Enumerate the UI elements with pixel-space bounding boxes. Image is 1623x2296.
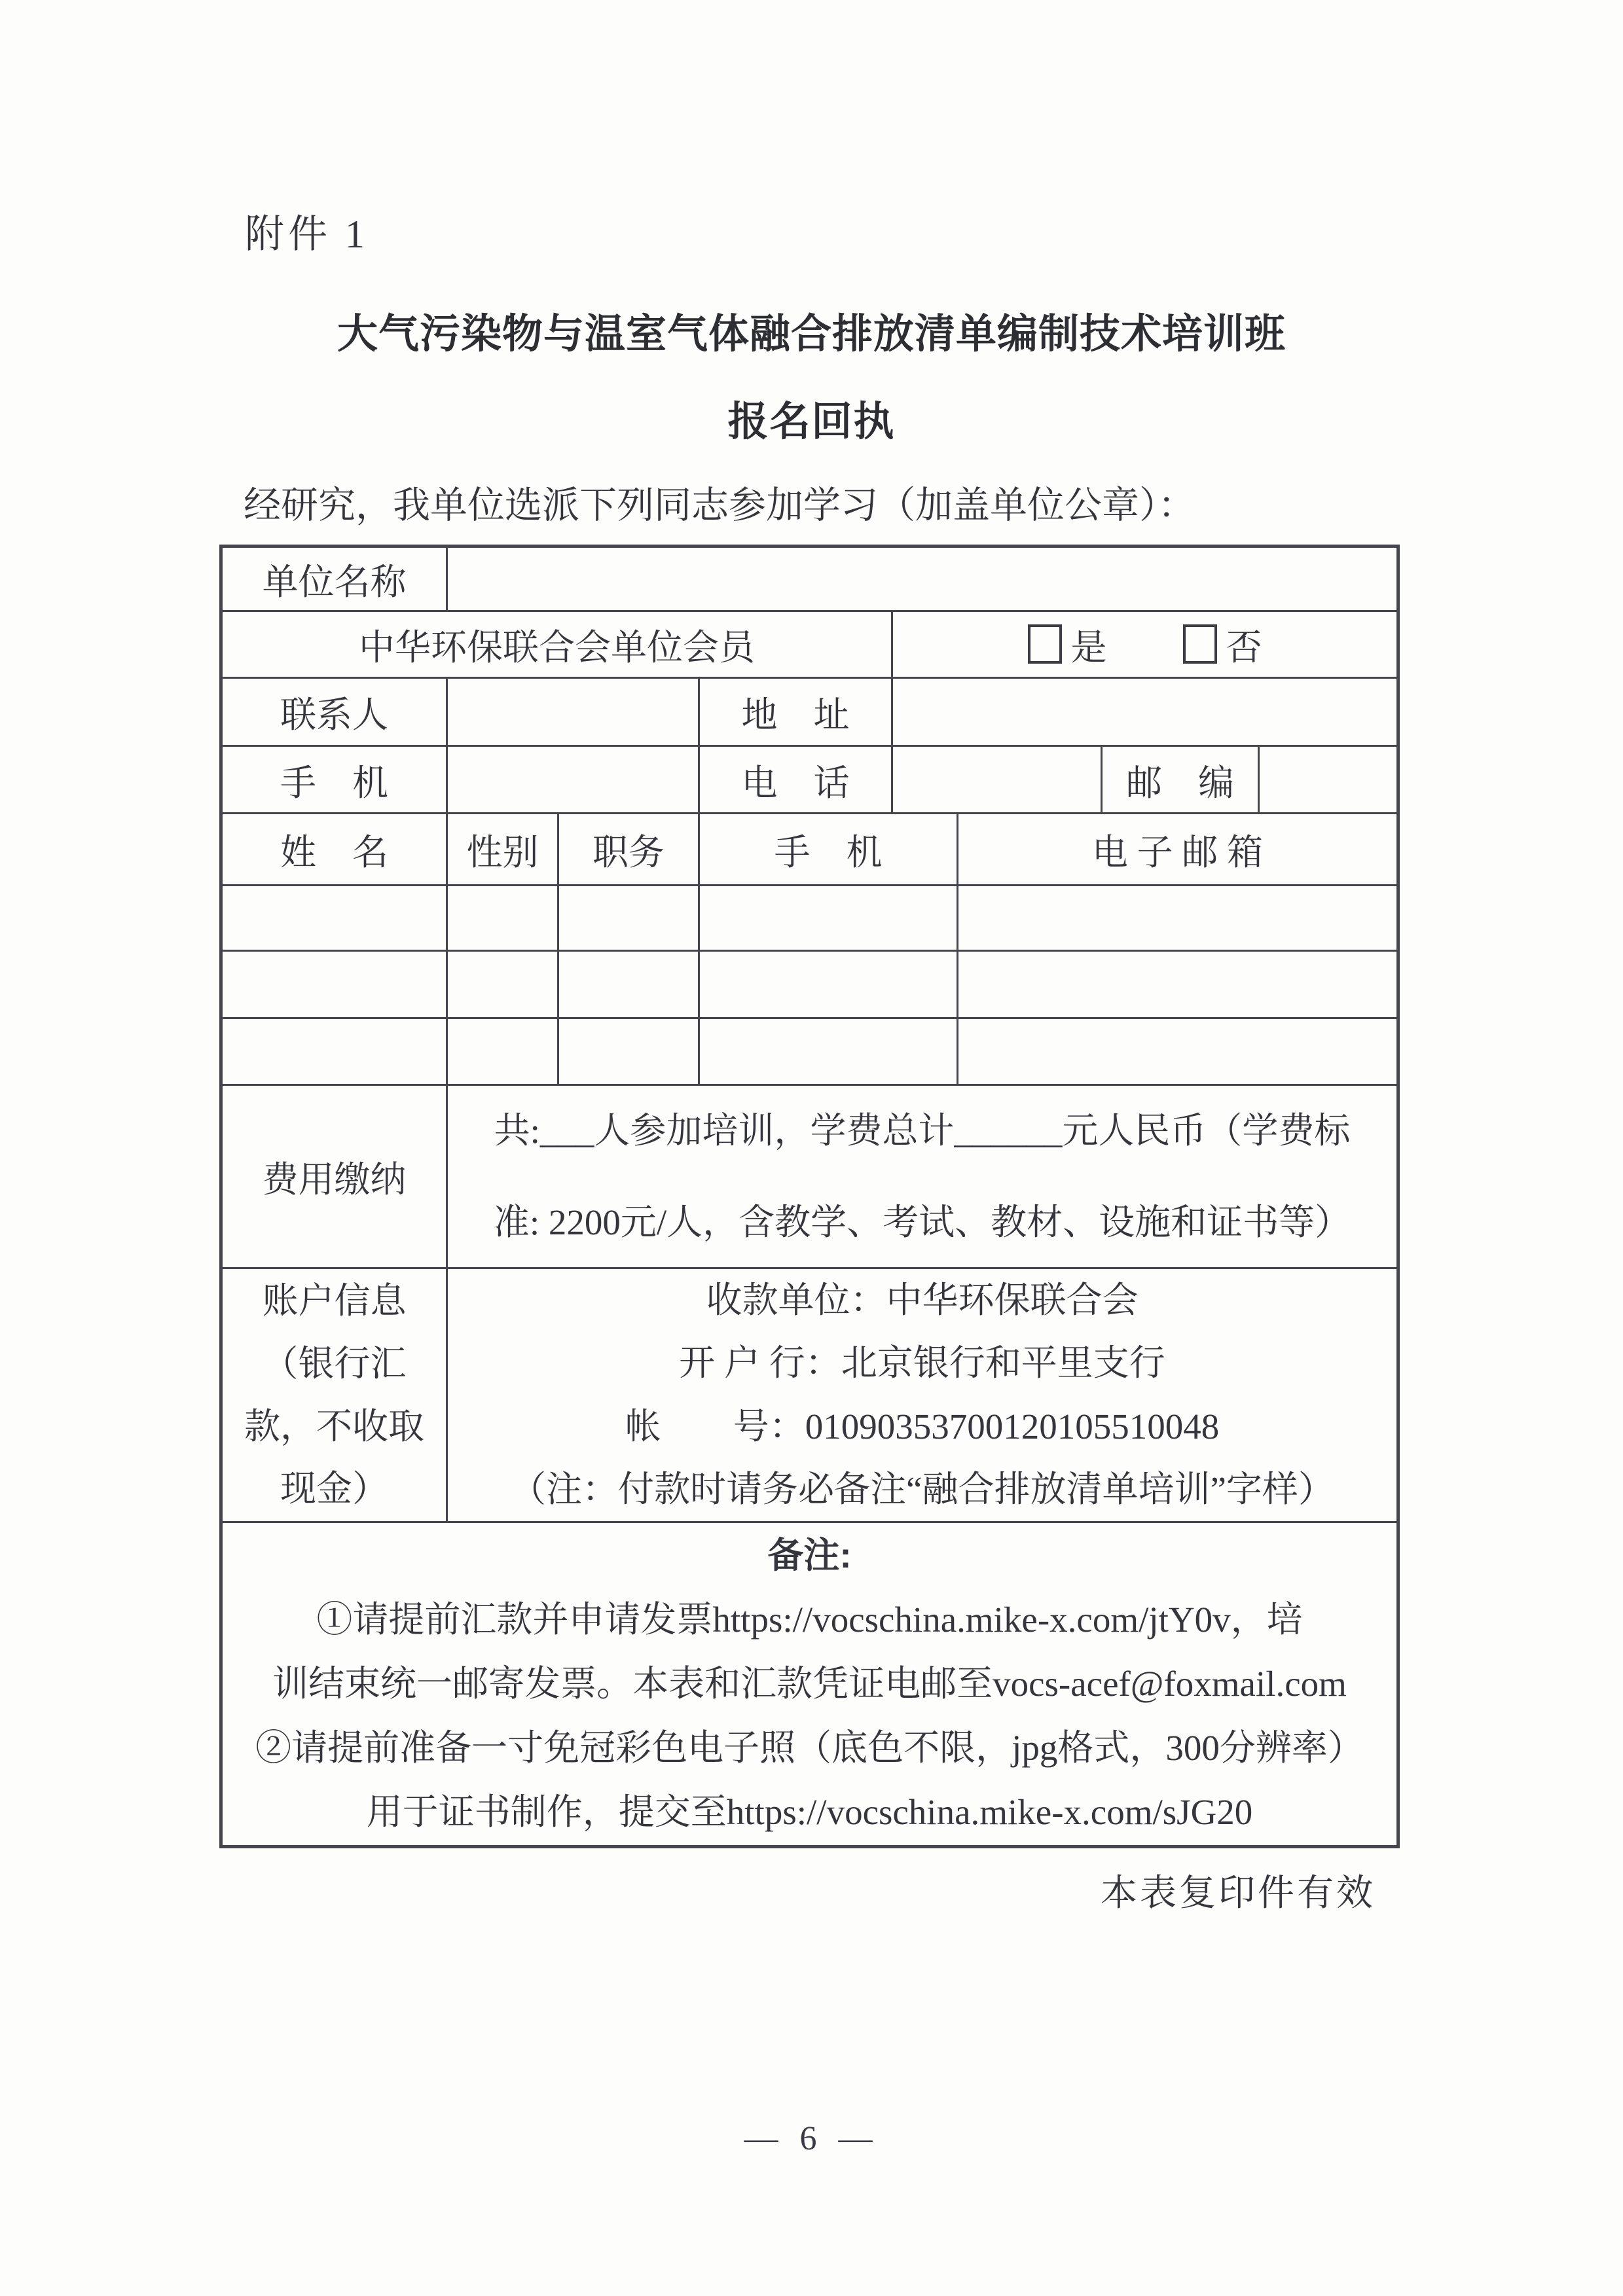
row-remarks [221,1522,1398,1847]
attendee-email-header: 电 子 邮 箱 [958,814,1398,886]
attendee-gender-header: 性别 [447,814,558,886]
membership-no-label: 否 [1226,628,1262,668]
membership-yes-label: 是 [1070,628,1107,668]
postcode-label: 邮 编 [1102,746,1259,814]
attendee-gender-cell [447,886,558,951]
fee-line-2: 准: 2200元/人，含教学、考试、教材、设施和证书等） [493,1202,1351,1242]
row-account [221,1268,1398,1522]
registration-form-table [219,545,1400,1848]
attendee-gender-cell [447,1018,558,1085]
row-unit-name [221,547,1398,611]
account-number-line: 帐 号：01090353700120105510048 [625,1406,1220,1446]
attendee-email-cell [958,1018,1398,1085]
fee-text-cell [447,1085,1398,1268]
remarks-line: ①请提前汇款并申请发票https://vocschina.mike-x.com/jtY0v，培 [316,1600,1303,1640]
attendee-position-cell [558,951,699,1018]
account-label [221,1268,447,1522]
fee-line-1: 共:___人参加培训，学费总计______元人民币（学费标 [494,1111,1351,1151]
membership-label: 中华环保联合会单位会员 [221,611,892,678]
document-title: 大气污染物与温室气体融合排放清单编制技术培训班 [337,312,1286,357]
account-note-line: （注：付款时请务必备注“融合排放清单培训”字样） [510,1469,1334,1509]
contact-label: 联系人 [221,678,447,746]
account-bank-line: 开 户 行：北京银行和平里支行 [679,1343,1165,1384]
membership-option-yes [1028,628,1107,668]
contact-value-cell [447,678,699,746]
attendee-mobile-cell [699,886,958,951]
phone-label: 电 话 [699,746,892,814]
attendee-mobile-header: 手 机 [699,814,958,886]
row-membership [221,611,1398,678]
attendee-position-cell [558,1018,699,1085]
attendee-name-cell [221,1018,447,1085]
phone-value-cell [892,746,1102,814]
attendee-empty-row [221,951,1398,1018]
attendee-email-cell [958,951,1398,1018]
attendee-empty-row [221,886,1398,951]
membership-no-checkbox [1183,624,1217,664]
row-attendee-header [221,814,1398,886]
unit-name-value-cell [447,547,1398,611]
postcode-value-cell [1259,746,1398,814]
account-label-line: 款，不收取 [244,1406,424,1446]
account-details-cell [447,1268,1398,1522]
attendee-empty-row [221,1018,1398,1085]
attendee-mobile-cell [699,951,958,1018]
account-label-line: （银行汇 [262,1343,407,1384]
attendee-email-cell [958,886,1398,951]
mobile-label: 手 机 [221,746,447,814]
attendee-mobile-cell [699,1018,958,1085]
page-number: — 6 — [744,2120,879,2157]
membership-option-no [1183,628,1262,668]
attachment-label: 附件 1 [245,213,369,256]
unit-name-label: 单位名称 [221,547,447,611]
remarks-line: 训结束统一邮寄发票。本表和汇款凭证电邮至vocs-acef@foxmail.com [272,1664,1347,1704]
attendee-position-cell [558,886,699,951]
address-value-cell [892,678,1398,746]
attendee-gender-cell [447,951,558,1018]
row-mobile-phone-postcode [221,746,1398,814]
account-label-line: 账户信息 [262,1281,407,1321]
row-fee [221,1085,1398,1268]
row-contact-address [221,678,1398,746]
remarks-line: 用于证书制作，提交至https://vocschina.mike-x.com/sJG20 [366,1791,1253,1832]
attendee-name-cell [221,951,447,1018]
address-label: 地 址 [699,678,892,746]
attendee-position-header: 职务 [558,814,699,886]
mobile-value-cell [447,746,699,814]
account-label-line: 现金） [280,1469,388,1509]
document-subtitle: 报名回执 [727,399,896,444]
fee-line-gap [448,1152,1396,1202]
attendee-name-cell [221,886,447,951]
remarks-cell [221,1522,1398,1847]
account-payee-line: 收款单位：中华环保联合会 [706,1280,1139,1320]
membership-options-cell [892,611,1398,678]
intro-paragraph: 经研究，我单位选派下列同志参加学习（加盖单位公章）： [244,485,1195,526]
membership-yes-checkbox [1028,624,1062,664]
attendee-name-header: 姓 名 [221,814,447,886]
copy-validity-note: 本表复印件有效 [1101,1873,1376,1914]
remarks-title: 备注: [767,1535,852,1576]
fee-label: 费用缴纳 [221,1085,447,1268]
remarks-line: ②请提前准备一寸免冠彩色电子照（底色不限，jpg格式，300分辨率） [255,1727,1364,1768]
